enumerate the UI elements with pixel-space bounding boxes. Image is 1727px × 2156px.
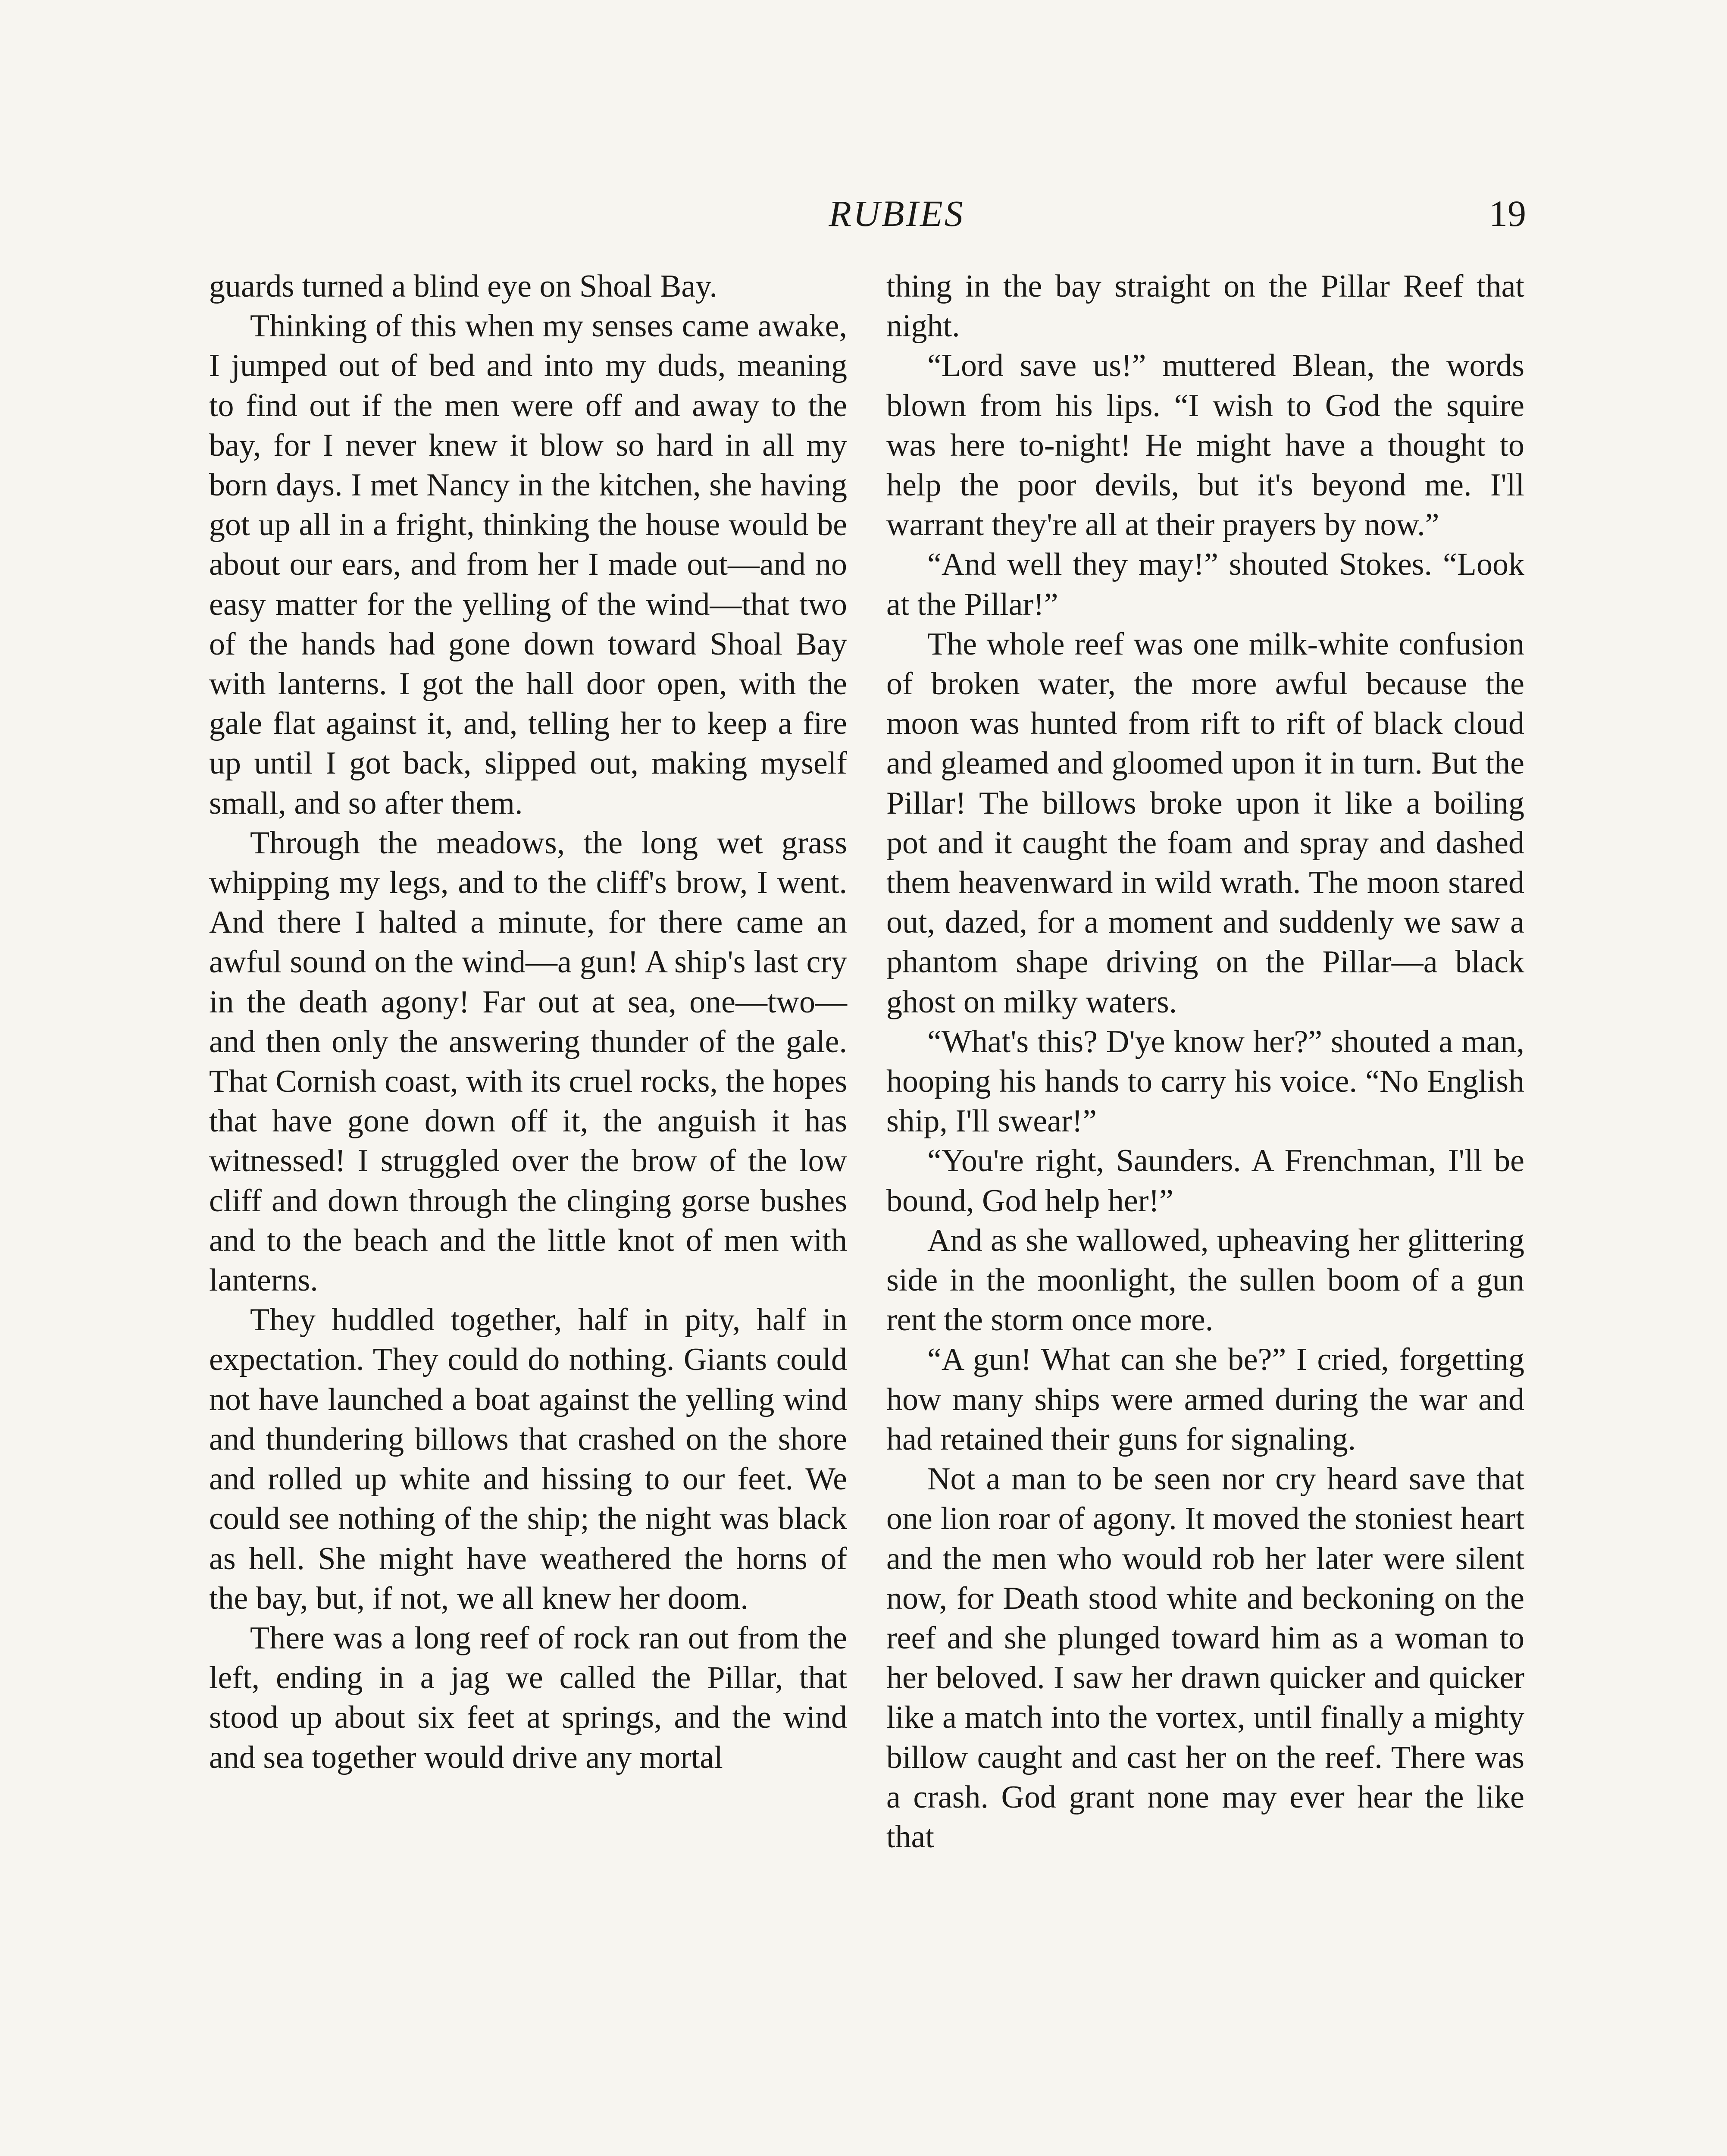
- paragraph: And as she wallowed, upheaving her glittering side in the moonlight, the sullen boom of a gun rent the storm once more.: [886, 1222, 1524, 1338]
- paragraph: guards turned a blind eye on Shoal Bay.: [209, 269, 717, 304]
- paragraph: The whole reef was one milk-white confusion of broken water, the more awful because the moon was hunted from rift to rift of black cloud and gleamed and gloomed upon it in turn. But the Pillar! The billows broke upon it like a boiling pot and it caught the foam and spray and dashed them heavenward in wild wrath. The moon stared out, dazed, for a moment and suddenly we saw a phantom shape driving on the Pillar—a black ghost on milky waters.: [886, 626, 1524, 1020]
- paragraph: thing in the bay straight on the Pillar Reef that night.: [886, 269, 1524, 344]
- paragraph: They huddled together, half in pity, half in expectation. They could do nothing. Giants could not have launched a boat against the yelling wind and thundering billows that crashed on the shore and rolled up white and hissing to our feet. We could see nothing of the ship; the night was black as hell. She might have weathered the horns of the bay, but, if not, we all knew her doom.: [209, 1302, 847, 1616]
- running-head: [0, 190, 1727, 241]
- right-column: [886, 266, 1524, 1857]
- running-title: RUBIES: [829, 193, 965, 234]
- paragraph: Thinking of this when my senses came awake, I jumped out of bed and into my duds, meaning to find out if the men were off and away to the bay, for I never knew it blow so hard in all my born days. I met Nancy in the kitchen, she having got up all in a fright, thinking the house would be about our ears, and from her I made out—and no easy matter for the yelling of the wind—that two of the hands had gone down toward Shoal Bay with lanterns. I got the hall door open, with the gale flat against it, and, telling her to keep a fire up until I got back, slipped out, making myself small, and so after them.: [209, 308, 847, 821]
- paragraph: There was a long reef of rock ran out from the left, ending in a jag we called the Pillar, that stood up about six feet at springs, and the wind and sea together would drive any mortal: [209, 1620, 847, 1775]
- paragraph: “Lord save us!” muttered Blean, the words blown from his lips. “I wish to God the squire was here to-night! He might have a thought to help the poor devils, but it's beyond me. I'll warrant they're all at their prayers by now.”: [886, 348, 1524, 543]
- page-number: 19: [1489, 193, 1526, 234]
- paragraph: “And well they may!” shouted Stokes. “Look at the Pillar!”: [886, 547, 1524, 622]
- paragraph: Through the meadows, the long wet grass whipping my legs, and to the cliff's brow, I went. And there I halted a minute, for there came an awful sound on the wind—a gun! A ship's last cry in the death agony! Far out at sea, one—two—and then only the answering thunder of the gale. That Cornish coast, with its cruel rocks, the hopes that have gone down off it, the anguish it has witnessed! I struggled over the brow of the low cliff and down through the clinging gorse bushes and to the beach and the little knot of men with lanterns.: [209, 825, 847, 1298]
- paragraph: “You're right, Saunders. A Frenchman, I'll be bound, God help her!”: [886, 1143, 1524, 1219]
- paragraph: “What's this? D'ye know her?” shouted a man, hooping his hands to carry his voice. “No English ship, I'll swear!”: [886, 1024, 1524, 1139]
- paragraph: “A gun! What can she be?” I cried, forgetting how many ships were armed during the war and had retained their guns for signaling.: [886, 1342, 1524, 1457]
- paragraph: Not a man to be seen nor cry heard save that one lion roar of agony. It moved the stoniest heart and the men who would rob her later were silent now, for Death stood white and beckoning on the reef and she plunged toward him as a woman to her beloved. I saw her drawn quicker and quicker like a match into the vortex, until finally a mighty billow caught and cast her on the reef. There was a crash. God grant none may ever hear the like that: [886, 1461, 1524, 1855]
- left-column: [209, 266, 847, 1777]
